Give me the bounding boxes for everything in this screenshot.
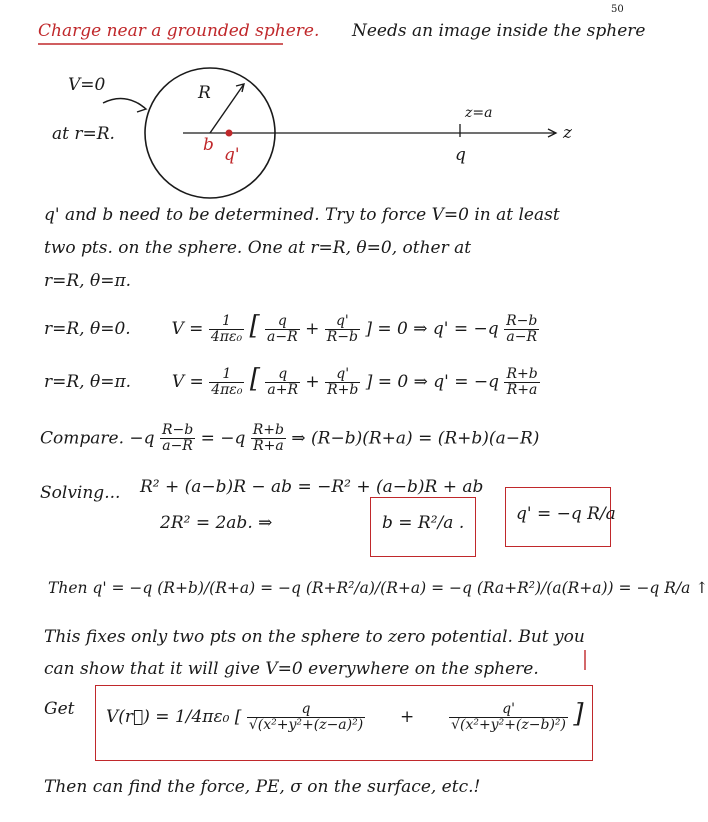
eq1-term1: $\frac{q}{a-R}$	[267, 312, 298, 345]
potential-lhs: V(r⃗) =	[106, 707, 170, 727]
v-zero-label: V=0	[68, 75, 106, 95]
solving-line2: 2R² = 2ab. ⇒	[160, 513, 273, 533]
solving-line1: R² + (a−b)R − ab = −R² + (a−b)R + ab	[140, 477, 484, 497]
para1-line1: q' and b need to be determined. Try to force V=0 in at least	[44, 205, 560, 225]
b-label: b	[203, 135, 214, 155]
charge-q-label: q	[455, 145, 466, 165]
v0-pointer-arrowhead	[137, 103, 146, 112]
eq2-term1: $\frac{q}{a+R}$	[267, 365, 299, 398]
compare-fraction2: $\frac{R+b}{R+a}$	[252, 422, 284, 455]
get-label: Get	[44, 699, 75, 719]
eq2-row: r=R, θ=π. V = $\frac{1}{\text{4πε₀}}$ [ $\frac{q}{a+R}$ + $\frac{q'}{R+b}$ ] = 0 ⇒ q' = −q $\frac{R+b}{R+a}$	[44, 364, 538, 398]
eq2-result: ] = 0 ⇒ q' = −q	[365, 372, 500, 392]
potential-term1: $\frac{q}{\text{√(x²+y²+(z−a)²)}}$	[248, 700, 364, 733]
z-axis-label: z	[563, 123, 572, 143]
eq1-result: ] = 0 ⇒ q' = −q	[365, 319, 499, 339]
solving-label: Solving...	[40, 483, 121, 503]
potential-prefactor: 1/4πε₀ [	[174, 707, 242, 727]
eq2-lhs: V =	[171, 372, 210, 392]
potential-row: V(r⃗) = 1/4πε₀ [ $\frac{q}{\text{√(x²+y²+(z−a)²)}}$ + $\frac{q'}{\text{√(x²+y²+(z−b)²)}}$ ]	[106, 699, 584, 733]
eq1-lhs: V =	[171, 319, 209, 339]
compare-fraction1: $\frac{R-b}{a-R}$	[161, 422, 194, 455]
para1-line2: two pts. on the sphere. One at r=R, θ=0, other at	[44, 238, 472, 258]
header-note: Needs an image inside the sphere	[352, 21, 646, 41]
eq2-term2: $\frac{q'}{R+b}$	[327, 365, 359, 398]
page-title: Charge near a grounded sphere.	[38, 21, 320, 41]
q-result: q' = −q R/a	[516, 504, 616, 524]
page-number: 50	[611, 4, 624, 15]
then-substitution: Then q' = −q (R+b)/(R+a) = −q (R+R²/a)/(R+a) = −q (Ra+R²)/(a(R+a)) = −q R/a ↑	[48, 579, 708, 597]
eq2-condition: r=R, θ=π.	[44, 372, 132, 392]
radius-arrow	[210, 84, 244, 133]
final-line: Then can find the force, PE, σ on the surface, etc.!	[44, 777, 481, 797]
b-result: b = R²/a .	[382, 513, 465, 533]
compare-label: Compare.	[40, 428, 124, 449]
para1-line3: r=R, θ=π.	[44, 271, 132, 291]
eq1-term2: $\frac{q'}{R-b}$	[326, 312, 358, 345]
eq2-result-fraction: $\frac{R+b}{R+a}$	[506, 365, 538, 398]
z-equals-a-label: z=a	[465, 105, 493, 121]
eq1-prefactor: $\frac{1}{\text{4πε₀}}$	[210, 312, 243, 345]
para2-line1: This fixes only two pts on the sphere to zero potential. But you	[44, 627, 585, 647]
eq2-prefactor: $\frac{1}{\text{4πε₀}}$	[211, 365, 243, 398]
eq1-result-fraction: $\frac{R-b}{a-R}$	[506, 312, 538, 345]
radius-label: R	[198, 83, 211, 103]
compare-row: Compare. −q $\frac{R-b}{a-R}$ = −q $\frac{R+b}{R+a}$ ⇒ (R−b)(R+a) = (R+b)(a−R)	[40, 422, 540, 455]
compare-rhs: ⇒ (R−b)(R+a) = (R+b)(a−R)	[291, 428, 540, 449]
at-r-label: at r=R.	[52, 124, 115, 144]
image-charge-dot	[226, 130, 233, 137]
eq1-condition: r=R, θ=0.	[44, 319, 131, 339]
q-prime-label: q'	[224, 145, 240, 165]
eq1-row: r=R, θ=0. V = $\frac{1}{\text{4πε₀}}$ [ $\frac{q}{a-R}$ + $\frac{q'}{R-b}$ ] = 0 ⇒ q' = −q $\frac{R-b}{a-R}$	[44, 311, 538, 345]
potential-term2: $\frac{q'}{\text{√(x²+y²+(z−b)²)}}$	[451, 700, 567, 733]
para2-line2: can show that it will give V=0 everywhere on the sphere.	[44, 659, 539, 679]
